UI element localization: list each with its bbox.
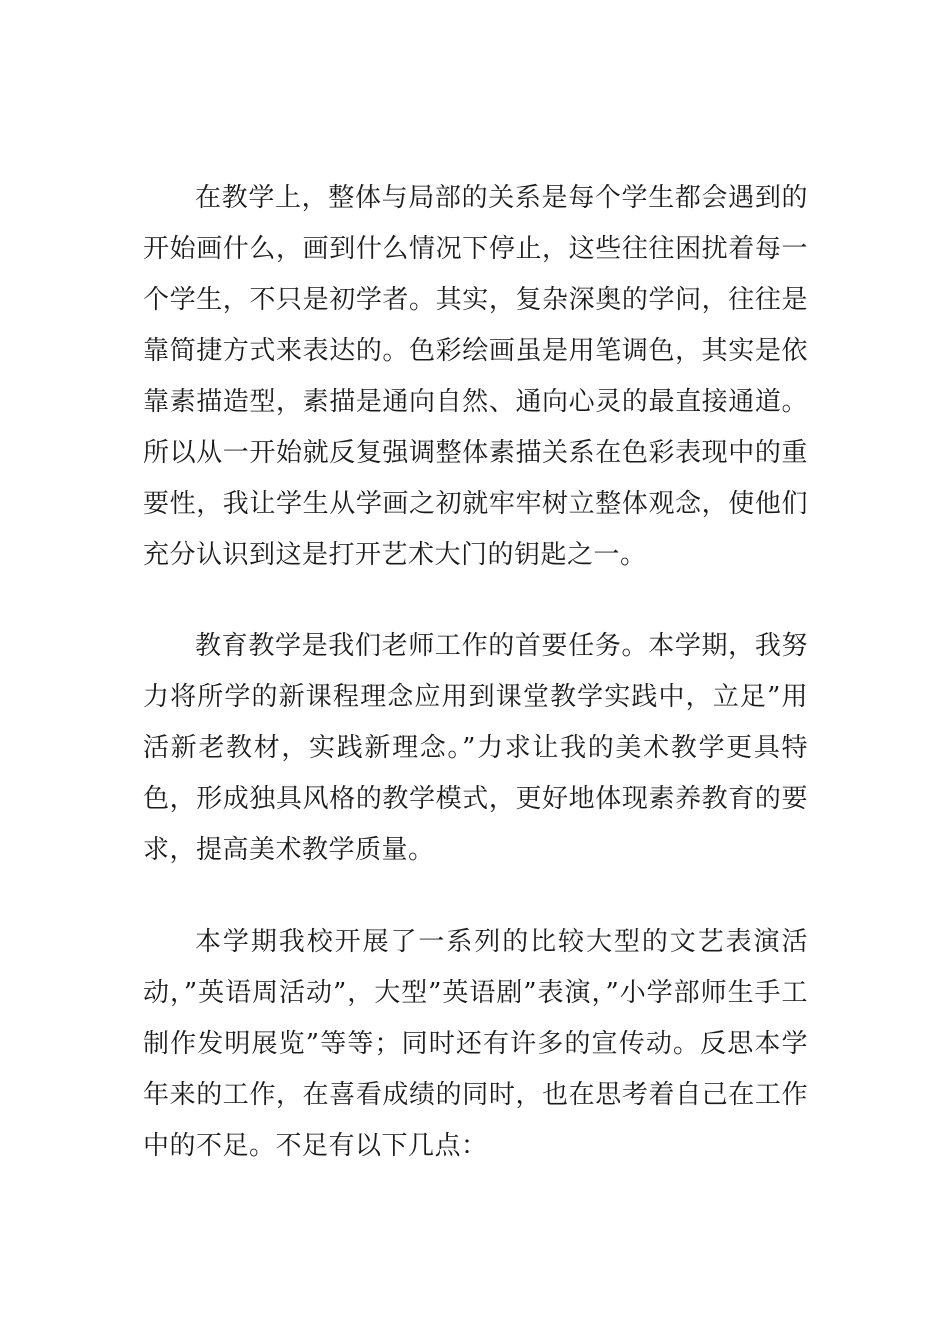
paragraph-activities-reflection: 本学期我校开展了一系列的比较大型的文艺表演活动，”英语周活动”，大型”英语剧”表演，”小学部师生手工制作发明展览”等等；同时还有许多的宣传动。反思本学年来的工作，在喜看成绩的同时，也在思考着自己在工作中的不足。不足有以下几点：: [143, 927, 808, 1161]
paragraph-whole-and-part: 在教学上，整体与局部的关系是每个学生都会遇到的开始画什么，画到什么情况下停止，这些往往困扰着每一个学生，不只是初学者。其实，复杂深奥的学问，往往是靠简捷方式来表达的。色彩绘画虽是用笔调色，其实是依靠素描造型，素描是通向自然、通向心灵的最直接通道。所以从一开始就反复强调整体素描关系在色彩表现中的重要性，我让学生从学画之初就牢牢树立整体观念，使他们充分认识到这是打开艺术大门的钥匙之一。: [143, 183, 808, 570]
paragraph-teaching-task: 教育教学是我们老师工作的首要任务。本学期，我努力将所学的新课程理念应用到课堂教学实践中，立足”用活新老教材，实践新理念。”力求让我的美术教学更具特色，形成独具风格的教学模式，更好地体现素养教育的要求，提高美术教学质量。: [143, 631, 808, 865]
